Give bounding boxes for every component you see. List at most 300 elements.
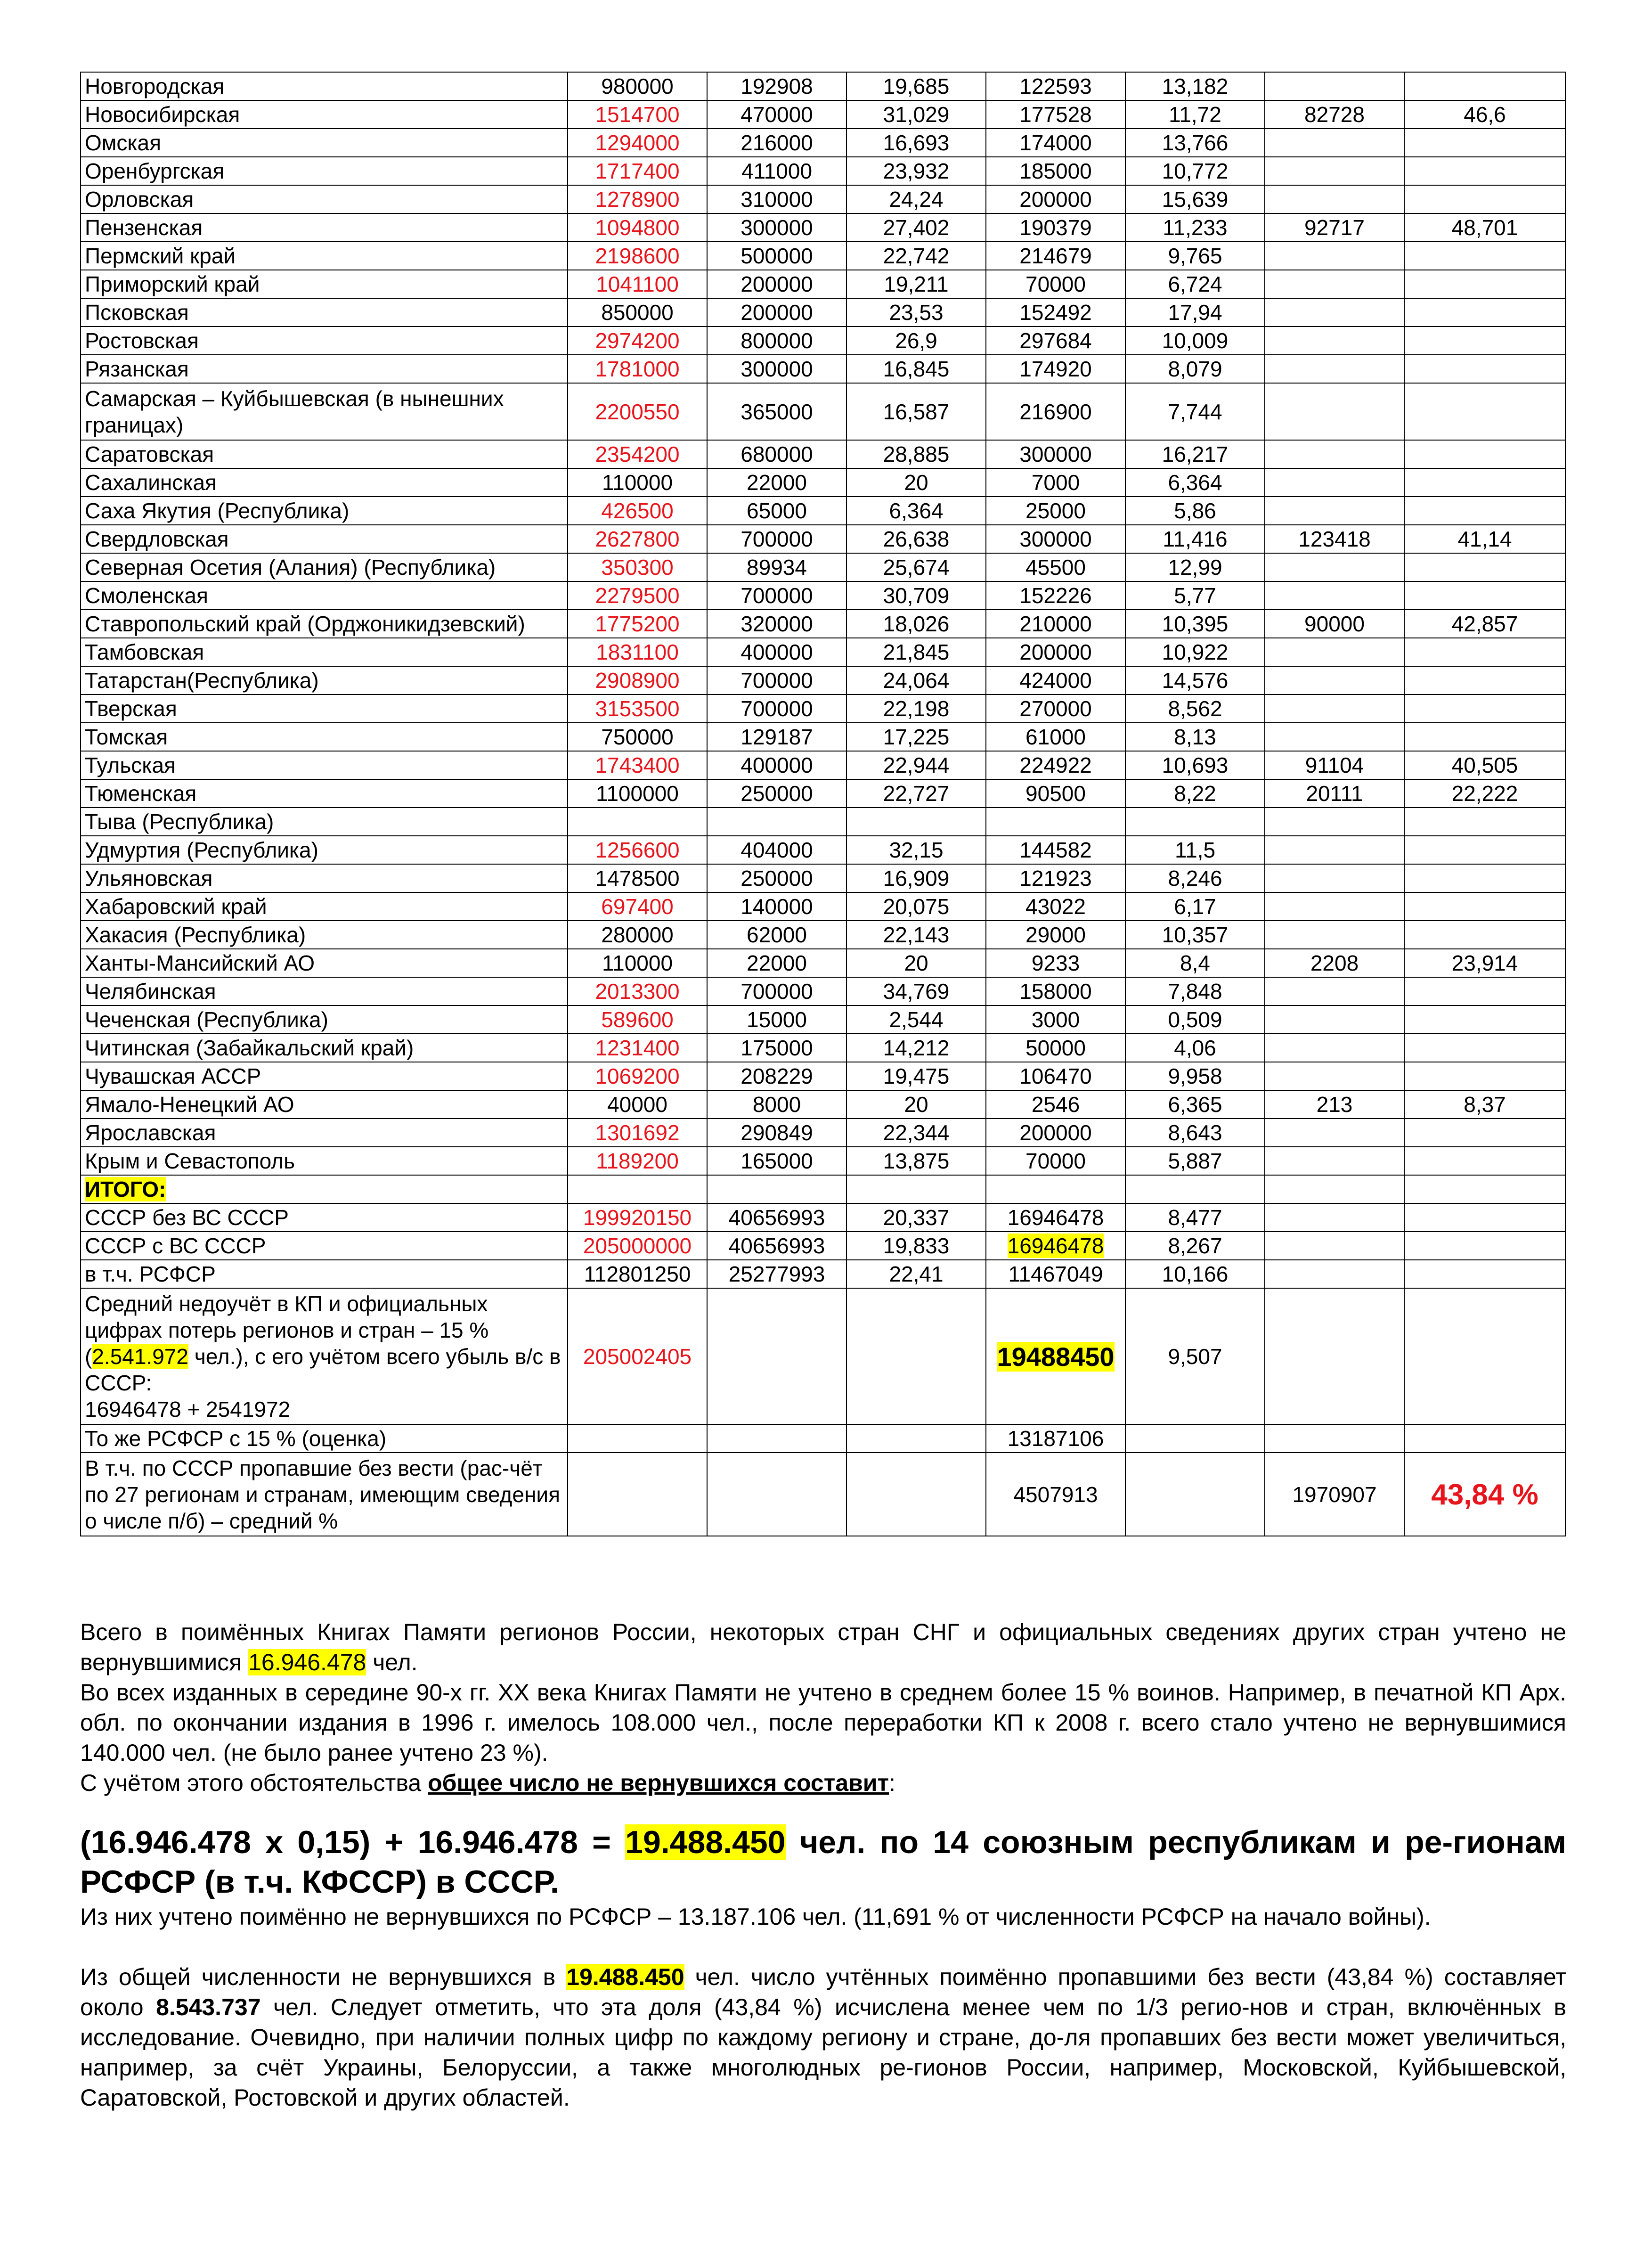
empty-cell bbox=[707, 1453, 846, 1536]
missing-cell bbox=[1265, 1034, 1404, 1062]
region-name: Томская bbox=[81, 723, 568, 751]
mobilized-cell: 22000 bbox=[707, 468, 846, 497]
population-cell: 112801250 bbox=[568, 1260, 707, 1288]
lost-percent-cell: 13,182 bbox=[1125, 72, 1265, 100]
missing-cell bbox=[1265, 864, 1404, 892]
lost-percent-cell: 11,5 bbox=[1125, 836, 1265, 864]
lost-cell: 121923 bbox=[986, 864, 1125, 892]
mobilized-cell: 290849 bbox=[707, 1119, 846, 1147]
lost-cell bbox=[986, 808, 1125, 836]
missing-percent-cell bbox=[1404, 468, 1565, 497]
region-name: Пензенская bbox=[81, 213, 568, 242]
mobilized-cell: 300000 bbox=[707, 355, 846, 383]
region-name: Рязанская bbox=[81, 355, 568, 383]
table-row bbox=[81, 723, 1565, 751]
lost-cell: 210000 bbox=[986, 610, 1125, 638]
undercount-row bbox=[81, 1288, 1565, 1424]
table-row bbox=[81, 921, 1565, 949]
population-cell: 205002405 bbox=[568, 1288, 707, 1424]
lost-percent-cell: 9,958 bbox=[1125, 1062, 1265, 1090]
table-row bbox=[81, 1147, 1565, 1175]
region-name: Смоленская bbox=[81, 581, 568, 610]
mobilized-cell: 175000 bbox=[707, 1034, 846, 1062]
empty-cell bbox=[986, 1175, 1125, 1203]
lost-percent-cell: 11,416 bbox=[1125, 525, 1265, 553]
table-row bbox=[81, 864, 1565, 892]
lost-cell: 158000 bbox=[986, 977, 1125, 1005]
missing-cell bbox=[1265, 921, 1404, 949]
lost-percent-cell: 15,639 bbox=[1125, 185, 1265, 213]
mobilized-percent-cell: 16,909 bbox=[846, 864, 986, 892]
table-row bbox=[81, 185, 1565, 213]
table-row bbox=[81, 242, 1565, 270]
table-row bbox=[81, 355, 1565, 383]
lost-percent-cell: 13,766 bbox=[1125, 129, 1265, 157]
table-row bbox=[81, 213, 1565, 242]
mobilized-percent-cell: 32,15 bbox=[846, 836, 986, 864]
mobilized-percent-cell: 22,41 bbox=[846, 1260, 986, 1288]
missing-percent-cell bbox=[1404, 298, 1565, 327]
mobilized-percent-cell: 14,212 bbox=[846, 1034, 986, 1062]
mobilized-percent-cell: 19,685 bbox=[846, 72, 986, 100]
table-row bbox=[81, 270, 1565, 298]
lost-cell: 122593 bbox=[986, 72, 1125, 100]
missing-percent-cell bbox=[1404, 1232, 1565, 1260]
lost-cell: 13187106 bbox=[986, 1424, 1125, 1453]
lost-percent-cell: 10,166 bbox=[1125, 1260, 1265, 1288]
missing-cell bbox=[1265, 1147, 1404, 1175]
missing-cell: 91104 bbox=[1265, 751, 1404, 779]
empty-cell bbox=[1125, 1453, 1265, 1536]
mobilized-percent-cell: 2,544 bbox=[846, 1005, 986, 1034]
lost-percent-cell: 8,4 bbox=[1125, 949, 1265, 977]
table-row bbox=[81, 977, 1565, 1005]
mobilized-cell: 140000 bbox=[707, 892, 846, 921]
lost-percent-cell: 10,922 bbox=[1125, 638, 1265, 666]
empty-cell bbox=[707, 1424, 846, 1453]
empty-cell bbox=[846, 1288, 986, 1424]
mobilized-percent-cell: 34,769 bbox=[846, 977, 986, 1005]
missing-percent-cell bbox=[1404, 553, 1565, 581]
mobilized-cell: 400000 bbox=[707, 638, 846, 666]
lost-percent-cell: 8,079 bbox=[1125, 355, 1265, 383]
mobilized-cell: 700000 bbox=[707, 666, 846, 694]
lost-cell: 25000 bbox=[986, 497, 1125, 525]
population-cell: 350300 bbox=[568, 553, 707, 581]
highlight-total: 16.946.478 bbox=[248, 1649, 366, 1675]
population-cell: 40000 bbox=[568, 1090, 707, 1119]
missing-cell bbox=[1265, 1203, 1404, 1232]
region-name: Ставропольский край (Орджоникидзевский) bbox=[81, 610, 568, 638]
lost-percent-cell: 17,94 bbox=[1125, 298, 1265, 327]
missing-percent-cell bbox=[1404, 892, 1565, 921]
lost-cell: 177528 bbox=[986, 100, 1125, 129]
missing-cell bbox=[1265, 723, 1404, 751]
lost-cell: 200000 bbox=[986, 638, 1125, 666]
population-cell: 1831100 bbox=[568, 638, 707, 666]
region-name: Саратовская bbox=[81, 440, 568, 468]
missing-percent-cell bbox=[1404, 808, 1565, 836]
lost-cell: 11467049 bbox=[986, 1260, 1125, 1288]
table-row bbox=[81, 836, 1565, 864]
population-cell: 2908900 bbox=[568, 666, 707, 694]
mobilized-percent-cell: 26,9 bbox=[846, 327, 986, 355]
lost-cell: 297684 bbox=[986, 327, 1125, 355]
lost-percent-cell: 6,17 bbox=[1125, 892, 1265, 921]
lost-cell: 43022 bbox=[986, 892, 1125, 921]
missing-cell bbox=[1265, 666, 1404, 694]
population-cell: 980000 bbox=[568, 72, 707, 100]
mobilized-cell: 320000 bbox=[707, 610, 846, 638]
region-name: Чувашская АССР bbox=[81, 1062, 568, 1090]
population-cell: 199920150 bbox=[568, 1203, 707, 1232]
missing-percent-cell bbox=[1404, 327, 1565, 355]
lost-percent-cell: 10,357 bbox=[1125, 921, 1265, 949]
missing-percent-cell bbox=[1404, 1034, 1565, 1062]
missing-cell bbox=[1265, 1005, 1404, 1034]
lost-percent-cell: 6,724 bbox=[1125, 270, 1265, 298]
lost-cell: 45500 bbox=[986, 553, 1125, 581]
lost-percent-cell: 5,86 bbox=[1125, 497, 1265, 525]
lost-cell bbox=[986, 1288, 1125, 1424]
missing-percent-cell bbox=[1404, 581, 1565, 610]
lost-percent-cell: 16,217 bbox=[1125, 440, 1265, 468]
empty-cell bbox=[568, 1175, 707, 1203]
lost-cell: 200000 bbox=[986, 185, 1125, 213]
empty-cell bbox=[568, 1453, 707, 1536]
lost-percent-cell: 7,848 bbox=[1125, 977, 1265, 1005]
missing-percent-cell bbox=[1404, 185, 1565, 213]
mobilized-percent-cell: 24,064 bbox=[846, 666, 986, 694]
missing-cell: 92717 bbox=[1265, 213, 1404, 242]
missing-percent-cell: 48,701 bbox=[1404, 213, 1565, 242]
table-row bbox=[81, 779, 1565, 808]
missing-cell bbox=[1265, 1232, 1404, 1260]
mobilized-cell: 500000 bbox=[707, 242, 846, 270]
missing-percent-cell: 46,6 bbox=[1404, 100, 1565, 129]
population-cell: 110000 bbox=[568, 949, 707, 977]
mobilized-cell: 250000 bbox=[707, 864, 846, 892]
table-row bbox=[81, 638, 1565, 666]
empty-cell bbox=[707, 1175, 846, 1203]
population-cell: 2354200 bbox=[568, 440, 707, 468]
missing-percent-cell: 8,37 bbox=[1404, 1090, 1565, 1119]
missing-percent-cell bbox=[1404, 1119, 1565, 1147]
mobilized-percent-cell: 20,075 bbox=[846, 892, 986, 921]
mobilized-percent-cell: 16,693 bbox=[846, 129, 986, 157]
lost-percent-cell bbox=[1125, 808, 1265, 836]
missing-percent-cell bbox=[1404, 836, 1565, 864]
mobilized-percent-cell: 16,845 bbox=[846, 355, 986, 383]
lost-percent-cell: 12,99 bbox=[1125, 553, 1265, 581]
lost-cell: 300000 bbox=[986, 440, 1125, 468]
table-row bbox=[81, 129, 1565, 157]
mobilized-percent-cell: 19,211 bbox=[846, 270, 986, 298]
missing-percent-cell bbox=[1404, 638, 1565, 666]
mobilized-cell: 800000 bbox=[707, 327, 846, 355]
region-name: То же РСФСР с 15 % (оценка) bbox=[81, 1424, 568, 1453]
empty-cell bbox=[846, 1175, 986, 1203]
population-cell: 1514700 bbox=[568, 100, 707, 129]
empty-cell bbox=[1265, 1288, 1404, 1424]
table-row bbox=[81, 327, 1565, 355]
missing-cell bbox=[1265, 836, 1404, 864]
population-cell: 1100000 bbox=[568, 779, 707, 808]
mobilized-cell: 89934 bbox=[707, 553, 846, 581]
region-name: Чеченская (Республика) bbox=[81, 1005, 568, 1034]
population-cell: 1278900 bbox=[568, 185, 707, 213]
mobilized-percent-cell: 26,638 bbox=[846, 525, 986, 553]
table-row bbox=[81, 610, 1565, 638]
region-name: Ярославская bbox=[81, 1119, 568, 1147]
mobilized-cell: 22000 bbox=[707, 949, 846, 977]
totals-row bbox=[81, 1260, 1565, 1288]
mobilized-percent-cell: 31,029 bbox=[846, 100, 986, 129]
lost-cell bbox=[986, 1232, 1125, 1260]
lost-percent-cell: 6,364 bbox=[1125, 468, 1265, 497]
lost-cell: 70000 bbox=[986, 270, 1125, 298]
mobilized-cell: 700000 bbox=[707, 525, 846, 553]
empty-cell bbox=[707, 1288, 846, 1424]
body-text bbox=[80, 1617, 1566, 2113]
missing-percent-cell bbox=[1404, 242, 1565, 270]
lost-cell: 174920 bbox=[986, 355, 1125, 383]
mobilized-cell: 400000 bbox=[707, 751, 846, 779]
population-cell: 1256600 bbox=[568, 836, 707, 864]
region-name: Удмуртия (Республика) bbox=[81, 836, 568, 864]
mobilized-cell: 310000 bbox=[707, 185, 846, 213]
table-row bbox=[81, 1062, 1565, 1090]
missing-percent-cell: 43,84 % bbox=[1404, 1453, 1565, 1536]
population-cell: 3153500 bbox=[568, 694, 707, 723]
table-row bbox=[81, 440, 1565, 468]
missing-cell bbox=[1265, 638, 1404, 666]
table-row bbox=[81, 892, 1565, 921]
mobilized-percent-cell: 16,587 bbox=[846, 383, 986, 440]
mobilized-percent-cell: 20 bbox=[846, 949, 986, 977]
mobilized-cell: 40656993 bbox=[707, 1232, 846, 1260]
missing-percent-cell bbox=[1404, 723, 1565, 751]
paragraph-missing: Из общей численности не вернувшихся в 19.488.450 чел. число учтённых поимённо пропавшими без вести (43,84 %) составляет около 8.543.737 чел. Следует отметить, что эта доля (43,84 %) исчислена менее чем по 1/3 регио-нов и стран, включённых в исследование. Очевидно, при наличии полных цифр по каждому региону и стране, до-ля пропавших без вести может увеличиться, например, за счёт Украины, Белоруссии, а также многолюдных ре-гионов России, например, Московской, Куйбышевской, Саратовской, Ростовской и других областей. bbox=[80, 1964, 1567, 2111]
lost-percent-cell: 7,744 bbox=[1125, 383, 1265, 440]
population-cell: 2974200 bbox=[568, 327, 707, 355]
missing-percent-cell bbox=[1404, 977, 1565, 1005]
lost-percent-cell: 11,233 bbox=[1125, 213, 1265, 242]
lost-cell: 4507913 bbox=[986, 1453, 1125, 1536]
missing-percent-cell bbox=[1404, 666, 1565, 694]
lost-cell: 185000 bbox=[986, 157, 1125, 185]
lost-cell: 152492 bbox=[986, 298, 1125, 327]
missing-cell bbox=[1265, 355, 1404, 383]
lost-percent-cell: 10,772 bbox=[1125, 157, 1265, 185]
empty-cell bbox=[846, 1453, 986, 1536]
population-cell: 1069200 bbox=[568, 1062, 707, 1090]
lost-percent-cell: 5,887 bbox=[1125, 1147, 1265, 1175]
missing-percent-cell bbox=[1404, 1203, 1565, 1232]
missing-cell bbox=[1265, 383, 1404, 440]
population-cell: 1743400 bbox=[568, 751, 707, 779]
missing-cell bbox=[1265, 892, 1404, 921]
losses-table bbox=[80, 72, 1566, 1536]
region-name: Тверская bbox=[81, 694, 568, 723]
mobilized-cell: 65000 bbox=[707, 497, 846, 525]
region-name: Ростовская bbox=[81, 327, 568, 355]
region-name: Челябинская bbox=[81, 977, 568, 1005]
population-cell: 426500 bbox=[568, 497, 707, 525]
population-cell: 2627800 bbox=[568, 525, 707, 553]
region-name: Крым и Севастополь bbox=[81, 1147, 568, 1175]
empty-cell bbox=[1265, 1424, 1404, 1453]
mobilized-percent-cell: 22,727 bbox=[846, 779, 986, 808]
population-cell: 110000 bbox=[568, 468, 707, 497]
mobilized-percent-cell: 30,709 bbox=[846, 581, 986, 610]
missing-cell: 90000 bbox=[1265, 610, 1404, 638]
missing-percent-cell bbox=[1404, 694, 1565, 723]
missing-percent-cell bbox=[1404, 1260, 1565, 1288]
undercount-formula: 16946478 + 2541972 bbox=[85, 1397, 291, 1422]
lost-cell: 50000 bbox=[986, 1034, 1125, 1062]
mobilized-percent-cell: 22,944 bbox=[846, 751, 986, 779]
missing-cell: 20111 bbox=[1265, 779, 1404, 808]
lost-percent-cell: 8,477 bbox=[1125, 1203, 1265, 1232]
undercount-description: Средний недоучёт в КП и официальных цифрах потерь регионов и стран – 15 % (2.541.972 чел.), с его учётом всего убыль в/с в СССР: 16946478 + 2541972 bbox=[81, 1288, 568, 1424]
region-name: в т.ч. РСФСР bbox=[81, 1260, 568, 1288]
lost-cell: 61000 bbox=[986, 723, 1125, 751]
table-row bbox=[81, 1034, 1565, 1062]
region-name: Тульская bbox=[81, 751, 568, 779]
missing-percent-cell: 23,914 bbox=[1404, 949, 1565, 977]
region-name: Татарстан(Республика) bbox=[81, 666, 568, 694]
lost-cell: 106470 bbox=[986, 1062, 1125, 1090]
region-name: Тюменская bbox=[81, 779, 568, 808]
empty-cell bbox=[1404, 1288, 1565, 1424]
missing-cell bbox=[1265, 298, 1404, 327]
lost-cell: 300000 bbox=[986, 525, 1125, 553]
mobilized-cell: 700000 bbox=[707, 977, 846, 1005]
population-cell: 2279500 bbox=[568, 581, 707, 610]
highlight-total-loss: 19488450 bbox=[997, 1341, 1115, 1372]
empty-cell bbox=[1125, 1175, 1265, 1203]
paragraph-consideration: С учётом этого обстоятельства общее число не вернувшихся составит: bbox=[80, 1770, 895, 1796]
lost-cell: 90500 bbox=[986, 779, 1125, 808]
population-cell: 697400 bbox=[568, 892, 707, 921]
missing-cell bbox=[1265, 581, 1404, 610]
mobilized-cell: 300000 bbox=[707, 213, 846, 242]
paragraph-undercount: Во всех изданных в середине 90-х гг. XX века Книгах Памяти не учтено в среднем более 15 % воинов. Например, в печатной КП Арх. обл. по окончании издания в 1996 г. имелось 108.000 чел., после переработки КП к 2008 г. всего стало учтено не вернувшимися 140.000 чел. (не было ранее учтено 23 %). bbox=[80, 1679, 1566, 1766]
region-name: Ямало-Ненецкий АО bbox=[81, 1090, 568, 1119]
table-row bbox=[81, 553, 1565, 581]
mobilized-cell: 200000 bbox=[707, 298, 846, 327]
missing-cell: 123418 bbox=[1265, 525, 1404, 553]
population-cell: 1717400 bbox=[568, 157, 707, 185]
mobilized-percent-cell: 23,932 bbox=[846, 157, 986, 185]
lost-cell: 29000 bbox=[986, 921, 1125, 949]
mobilized-percent-cell: 24,24 bbox=[846, 185, 986, 213]
mobilized-percent-cell: 19,475 bbox=[846, 1062, 986, 1090]
region-name: Тыва (Республика) bbox=[81, 808, 568, 836]
formula-heading: (16.946.478 х 0,15) + 16.946.478 = 19.488.450 чел. по 14 союзным республикам и ре-гионам РСФСР (в т.ч. КФССР) в СССР. bbox=[80, 1824, 1566, 1900]
missing-percent-cell bbox=[1404, 72, 1565, 100]
empty-cell bbox=[846, 1424, 986, 1453]
mobilized-cell: 404000 bbox=[707, 836, 846, 864]
mobilized-cell: 208229 bbox=[707, 1062, 846, 1090]
region-name: Пермский край bbox=[81, 242, 568, 270]
totals-label: ИТОГО: bbox=[85, 1177, 166, 1201]
mobilized-percent-cell: 22,742 bbox=[846, 242, 986, 270]
region-name: Омская bbox=[81, 129, 568, 157]
missing-cell bbox=[1265, 242, 1404, 270]
lost-percent-cell: 8,267 bbox=[1125, 1232, 1265, 1260]
highlight-missing-total: 19.488.450 bbox=[566, 1964, 684, 1990]
table-row bbox=[81, 581, 1565, 610]
region-name: Оренбургская bbox=[81, 157, 568, 185]
totals-header-row bbox=[81, 1175, 1565, 1203]
missing-percent-cell bbox=[1404, 864, 1565, 892]
empty-cell bbox=[1265, 1175, 1404, 1203]
mobilized-percent-cell: 22,143 bbox=[846, 921, 986, 949]
mobilized-percent-cell: 23,53 bbox=[846, 298, 986, 327]
empty-cell bbox=[568, 1424, 707, 1453]
highlight-undercount: 2.541.972 bbox=[92, 1344, 188, 1369]
lost-cell: 200000 bbox=[986, 1119, 1125, 1147]
mobilized-cell: 8000 bbox=[707, 1090, 846, 1119]
missing-cell: 213 bbox=[1265, 1090, 1404, 1119]
missing-cell bbox=[1265, 468, 1404, 497]
missing-percent-cell: 22,222 bbox=[1404, 779, 1565, 808]
lost-percent-cell: 8,562 bbox=[1125, 694, 1265, 723]
missing-cell bbox=[1265, 72, 1404, 100]
table-row bbox=[81, 157, 1565, 185]
lost-percent-cell: 5,77 bbox=[1125, 581, 1265, 610]
population-cell: 1294000 bbox=[568, 129, 707, 157]
mobilized-cell: 700000 bbox=[707, 694, 846, 723]
population-cell: 1478500 bbox=[568, 864, 707, 892]
mobilized-cell: 62000 bbox=[707, 921, 846, 949]
mobilized-percent-cell bbox=[846, 808, 986, 836]
table-row bbox=[81, 949, 1565, 977]
mobilized-cell: 411000 bbox=[707, 157, 846, 185]
missing-cell bbox=[1265, 1260, 1404, 1288]
totals-label-cell bbox=[81, 1175, 568, 1203]
region-name: Хабаровский край bbox=[81, 892, 568, 921]
mobilized-cell: 165000 bbox=[707, 1147, 846, 1175]
population-cell: 850000 bbox=[568, 298, 707, 327]
missing-percent-cell bbox=[1404, 440, 1565, 468]
highlight-formula-result: 19.488.450 bbox=[625, 1824, 786, 1860]
missing-in-action-row bbox=[81, 1453, 1565, 1536]
mobilized-cell: 25277993 bbox=[707, 1260, 846, 1288]
lost-percent-cell: 8,13 bbox=[1125, 723, 1265, 751]
mobilized-cell: 15000 bbox=[707, 1005, 846, 1034]
mobilized-percent-cell: 28,885 bbox=[846, 440, 986, 468]
lost-cell: 224922 bbox=[986, 751, 1125, 779]
paragraph-rsfsr: Из них учтено поимённо не вернувшихся по РСФСР – 13.187.106 чел. (11,691 % от численности РСФСР на начало войны). bbox=[80, 1904, 1431, 1930]
lost-percent-cell: 6,365 bbox=[1125, 1090, 1265, 1119]
region-name: Новгородская bbox=[81, 72, 568, 100]
missing-cell bbox=[1265, 553, 1404, 581]
mobilized-percent-cell: 22,344 bbox=[846, 1119, 986, 1147]
lost-percent-cell: 9,765 bbox=[1125, 242, 1265, 270]
region-name: Северная Осетия (Алания) (Республика) bbox=[81, 553, 568, 581]
missing-cell bbox=[1265, 327, 1404, 355]
missing-cell bbox=[1265, 1062, 1404, 1090]
missing-cell bbox=[1265, 129, 1404, 157]
missing-percent-cell bbox=[1404, 1005, 1565, 1034]
table-row bbox=[81, 808, 1565, 836]
region-name: Новосибирская bbox=[81, 100, 568, 129]
lost-percent-cell: 9,507 bbox=[1125, 1288, 1265, 1424]
region-name: Ханты-Мансийский АО bbox=[81, 949, 568, 977]
